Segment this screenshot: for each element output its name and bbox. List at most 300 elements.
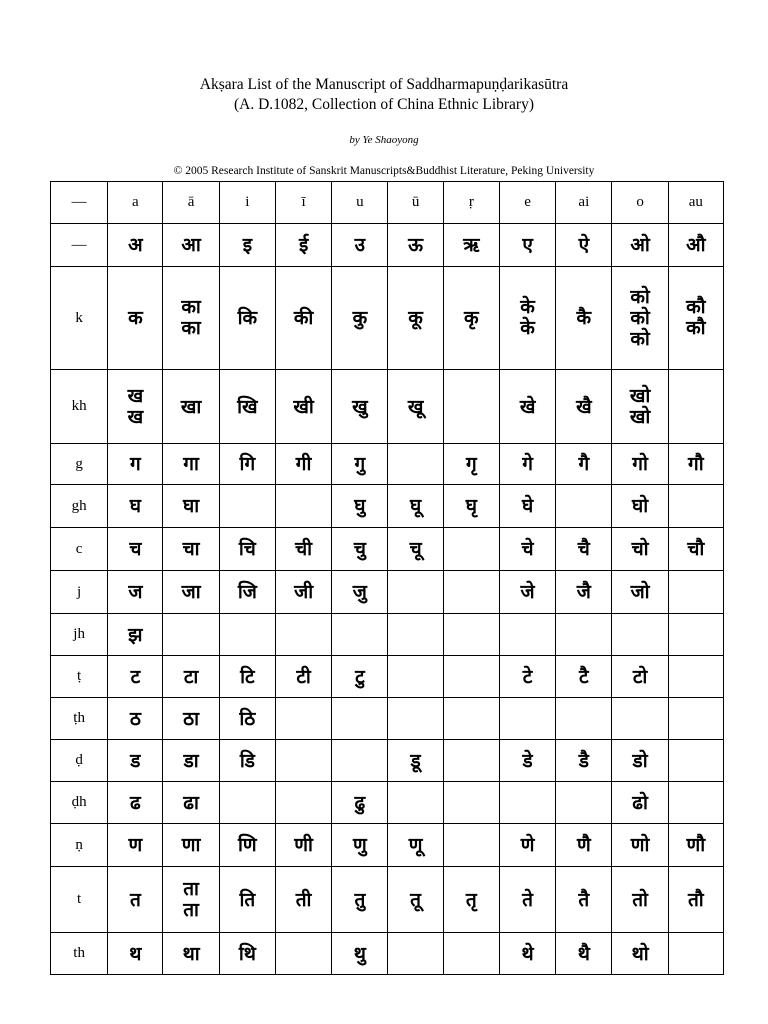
row-label: th xyxy=(51,933,108,975)
aksara-cell xyxy=(499,867,555,933)
aksara-cell xyxy=(332,267,388,370)
aksara-cell xyxy=(612,740,668,782)
aksara-table-body xyxy=(51,182,724,975)
table-row xyxy=(51,224,724,267)
aksara-cell xyxy=(499,933,555,975)
table-row xyxy=(51,698,724,740)
aksara-cell xyxy=(219,614,275,656)
aksara-cell xyxy=(275,698,331,740)
aksara-glyph: ढ xyxy=(130,791,141,814)
aksara-cell xyxy=(219,370,275,444)
aksara-cell xyxy=(556,824,612,867)
table-row xyxy=(51,782,724,824)
aksara-glyph: चि xyxy=(238,538,256,560)
table-row xyxy=(51,485,724,528)
aksara-glyph: णी xyxy=(294,834,313,856)
aksara-cell xyxy=(163,224,219,267)
row-label: — xyxy=(51,224,108,267)
aksara-cell xyxy=(275,224,331,267)
table-row xyxy=(51,867,724,933)
aksara-cell xyxy=(443,656,499,698)
aksara-cell xyxy=(163,740,219,782)
aksara-cell xyxy=(499,224,555,267)
aksara-cell xyxy=(108,267,163,370)
column-header: ī xyxy=(275,182,331,224)
aksara-glyph: तौ xyxy=(687,888,704,911)
aksara-glyph: घ xyxy=(129,495,141,517)
aksara-cell xyxy=(219,571,275,614)
aksara-cell xyxy=(388,698,443,740)
row-label: ṭ xyxy=(51,656,108,698)
aksara-cell xyxy=(612,824,668,867)
aksara-cell xyxy=(163,698,219,740)
aksara-cell xyxy=(275,528,331,571)
aksara-cell xyxy=(612,444,668,485)
aksara-cell xyxy=(275,867,331,933)
aksara-glyph: णा xyxy=(181,834,201,856)
aksara-glyph: गु xyxy=(354,453,366,475)
aksara-cell xyxy=(388,782,443,824)
aksara-glyph: जे xyxy=(520,581,535,603)
aksara-glyph: टो xyxy=(632,665,648,688)
aksara-cell xyxy=(275,571,331,614)
aksara-glyph: जि xyxy=(237,581,257,603)
aksara-glyph: खो xyxy=(629,384,651,407)
aksara-cell xyxy=(668,740,723,782)
aksara-cell xyxy=(443,444,499,485)
aksara-glyph: को xyxy=(630,306,650,329)
aksara-cell xyxy=(388,224,443,267)
aksara-glyph: गे xyxy=(522,453,533,475)
aksara-glyph: घो xyxy=(632,495,649,517)
aksara-glyph: णो xyxy=(630,834,650,856)
aksara-cell xyxy=(163,782,219,824)
aksara-glyph: ट xyxy=(130,665,141,688)
aksara-cell xyxy=(668,824,723,867)
aksara-cell xyxy=(388,740,443,782)
aksara-cell xyxy=(499,485,555,528)
aksara-glyph: थु xyxy=(353,942,366,965)
aksara-cell xyxy=(612,656,668,698)
aksara-glyph: ओ xyxy=(630,234,650,256)
aksara-cell xyxy=(668,933,723,975)
aksara-cell xyxy=(275,485,331,528)
aksara-cell xyxy=(668,485,723,528)
aksara-cell xyxy=(108,656,163,698)
aksara-cell xyxy=(219,485,275,528)
aksara-cell xyxy=(332,933,388,975)
table-row xyxy=(51,656,724,698)
aksara-glyph: कौ xyxy=(686,317,706,339)
aksara-cell xyxy=(443,614,499,656)
aksara-cell xyxy=(275,933,331,975)
aksara-glyph: खे xyxy=(519,395,536,418)
aksara-glyph: तू xyxy=(410,888,422,911)
row-label: c xyxy=(51,528,108,571)
column-header: o xyxy=(612,182,668,224)
aksara-cell xyxy=(219,740,275,782)
copyright-notice: © 2005 Research Institute of Sanskrit Manuscripts&Buddhist Literature, Peking University xyxy=(173,165,595,177)
aksara-cell xyxy=(612,485,668,528)
title-line-1: Akṣara List of the Manuscript of Saddharmapuṇḍarikasūtra xyxy=(199,76,569,93)
aksara-glyph: घा xyxy=(183,495,200,517)
aksara-glyph: चौ xyxy=(687,538,705,560)
column-header: ai xyxy=(556,182,612,224)
aksara-cell xyxy=(668,614,723,656)
aksara-cell xyxy=(668,370,723,444)
aksara-cell xyxy=(332,824,388,867)
aksara-glyph: जो xyxy=(630,581,650,603)
aksara-cell xyxy=(163,485,219,528)
aksara-glyph: क xyxy=(128,307,143,329)
aksara-cell xyxy=(443,485,499,528)
aksara-cell xyxy=(612,571,668,614)
aksara-cell xyxy=(499,824,555,867)
aksara-glyph: कि xyxy=(237,307,258,329)
aksara-cell xyxy=(275,656,331,698)
aksara-glyph: टी xyxy=(296,665,311,688)
aksara-cell xyxy=(556,528,612,571)
column-header: au xyxy=(668,182,723,224)
aksara-glyph: खि xyxy=(237,395,258,418)
aksara-cell xyxy=(332,867,388,933)
aksara-cell xyxy=(108,867,163,933)
aksara-cell xyxy=(108,571,163,614)
aksara-cell xyxy=(388,528,443,571)
column-header: u xyxy=(332,182,388,224)
aksara-cell xyxy=(332,444,388,485)
aksara-glyph: औ xyxy=(686,234,706,256)
aksara-cell xyxy=(612,224,668,267)
table-row xyxy=(51,444,724,485)
aksara-glyph: अ xyxy=(128,234,143,256)
aksara-cell xyxy=(388,933,443,975)
aksara-glyph: को xyxy=(630,285,650,308)
table-row xyxy=(51,528,724,571)
aksara-cell xyxy=(556,656,612,698)
aksara-glyph: ति xyxy=(239,888,256,911)
aksara-cell xyxy=(499,571,555,614)
aksara-cell xyxy=(388,824,443,867)
aksara-glyph: डे xyxy=(522,749,533,772)
aksara-glyph: थि xyxy=(238,942,256,965)
aksara-cell xyxy=(163,614,219,656)
aksara-cell xyxy=(668,571,723,614)
aksara-cell xyxy=(668,528,723,571)
aksara-cell xyxy=(612,698,668,740)
aksara-glyph: ग xyxy=(130,453,141,475)
aksara-cell xyxy=(556,933,612,975)
aksara-cell xyxy=(108,444,163,485)
aksara-glyph: को xyxy=(630,327,650,350)
aksara-cell xyxy=(499,267,555,370)
aksara-cell xyxy=(219,933,275,975)
aksara-glyph: ता xyxy=(183,898,199,921)
table-row xyxy=(51,267,724,370)
aksara-glyph: थो xyxy=(631,942,649,965)
aksara-glyph: ठ xyxy=(129,707,141,730)
aksara-glyph: थै xyxy=(577,942,590,965)
aksara-glyph: टे xyxy=(522,665,533,688)
aksara-glyph: चो xyxy=(631,538,649,560)
document-title xyxy=(0,75,768,115)
aksara-cell xyxy=(388,571,443,614)
aksara-cell xyxy=(499,782,555,824)
aksara-glyph: डै xyxy=(578,749,589,772)
aksara-glyph: चै xyxy=(577,538,590,560)
aksara-cell xyxy=(668,656,723,698)
title-line-2: (A. D.1082, Collection of China Ethnic Library) xyxy=(233,96,535,113)
aksara-cell xyxy=(163,267,219,370)
aksara-glyph: ऊ xyxy=(408,234,424,256)
aksara-cell xyxy=(275,824,331,867)
aksara-cell xyxy=(275,740,331,782)
aksara-glyph: की xyxy=(293,307,314,329)
aksara-cell xyxy=(332,614,388,656)
row-label: ṭh xyxy=(51,698,108,740)
aksara-cell xyxy=(219,824,275,867)
aksara-cell xyxy=(556,698,612,740)
aksara-cell xyxy=(388,370,443,444)
aksara-cell xyxy=(668,782,723,824)
column-header: a xyxy=(108,182,163,224)
aksara-glyph: ज xyxy=(128,581,143,603)
aksara-glyph: ढु xyxy=(354,791,366,814)
aksara-cell xyxy=(499,656,555,698)
row-label: ḍ xyxy=(51,740,108,782)
aksara-cell xyxy=(556,444,612,485)
aksara-glyph: कू xyxy=(408,307,423,329)
aksara-cell xyxy=(388,267,443,370)
aksara-glyph: णू xyxy=(408,834,423,856)
aksara-cell xyxy=(388,656,443,698)
aksara-cell xyxy=(499,444,555,485)
aksara-glyph: ऋ xyxy=(463,234,480,256)
aksara-cell xyxy=(556,740,612,782)
table-row xyxy=(51,824,724,867)
table-row xyxy=(51,740,724,782)
aksara-cell xyxy=(499,698,555,740)
table-row xyxy=(51,614,724,656)
row-label: ḍh xyxy=(51,782,108,824)
aksara-glyph: खू xyxy=(407,395,424,418)
aksara-cell xyxy=(443,528,499,571)
aksara-glyph: चु xyxy=(353,538,366,560)
aksara-cell xyxy=(219,782,275,824)
aksara-cell xyxy=(612,267,668,370)
aksara-table xyxy=(50,181,724,975)
aksara-glyph: कौ xyxy=(686,296,706,318)
aksara-cell xyxy=(443,933,499,975)
row-label: ṇ xyxy=(51,824,108,867)
aksara-glyph: ते xyxy=(522,888,534,911)
column-header: e xyxy=(499,182,555,224)
aksara-glyph: कु xyxy=(352,307,368,329)
aksara-glyph: ण xyxy=(128,834,143,856)
aksara-glyph: था xyxy=(182,942,200,965)
aksara-glyph: ढो xyxy=(632,791,648,814)
aksara-glyph: टु xyxy=(355,665,365,688)
aksara-glyph: ख xyxy=(127,405,144,428)
aksara-cell xyxy=(443,867,499,933)
aksara-cell xyxy=(443,267,499,370)
aksara-cell xyxy=(612,933,668,975)
aksara-cell xyxy=(556,867,612,933)
aksara-glyph: खै xyxy=(576,395,592,418)
aksara-cell xyxy=(443,740,499,782)
aksara-glyph: डो xyxy=(632,749,648,772)
aksara-cell xyxy=(612,614,668,656)
aksara-glyph: ड xyxy=(130,749,141,772)
aksara-cell xyxy=(163,933,219,975)
row-label: g xyxy=(51,444,108,485)
aksara-cell xyxy=(443,698,499,740)
aksara-cell xyxy=(668,224,723,267)
aksara-cell xyxy=(556,485,612,528)
aksara-cell xyxy=(443,824,499,867)
aksara-cell xyxy=(612,528,668,571)
aksara-glyph: ठि xyxy=(239,707,256,730)
aksara-cell xyxy=(275,267,331,370)
aksara-cell xyxy=(108,224,163,267)
aksara-glyph: का xyxy=(181,317,201,339)
aksara-glyph: डा xyxy=(183,749,199,772)
aksara-cell xyxy=(499,370,555,444)
aksara-cell xyxy=(612,782,668,824)
aksara-glyph: ई xyxy=(298,234,309,256)
aksara-cell xyxy=(443,370,499,444)
column-header: ā xyxy=(163,182,219,224)
aksara-cell xyxy=(556,224,612,267)
aksara-glyph: का xyxy=(181,296,201,318)
aksara-glyph: गी xyxy=(295,453,312,475)
aksara-glyph: ख xyxy=(127,384,144,407)
aksara-glyph: जु xyxy=(352,581,367,603)
aksara-cell xyxy=(163,656,219,698)
aksara-cell xyxy=(556,782,612,824)
aksara-glyph: घू xyxy=(409,495,422,517)
aksara-glyph: ए xyxy=(522,234,533,256)
aksara-cell xyxy=(108,614,163,656)
aksara-cell xyxy=(332,782,388,824)
aksara-glyph: थ xyxy=(129,942,142,965)
aksara-glyph: थे xyxy=(521,942,534,965)
column-header-row xyxy=(51,182,724,224)
aksara-glyph: ढा xyxy=(183,791,199,814)
aksara-cell xyxy=(443,571,499,614)
aksara-cell xyxy=(556,267,612,370)
row-label: jh xyxy=(51,614,108,656)
aksara-glyph: घे xyxy=(521,495,534,517)
aksara-glyph: ची xyxy=(295,538,313,560)
aksara-cell xyxy=(163,867,219,933)
aksara-cell xyxy=(108,824,163,867)
aksara-cell xyxy=(668,867,723,933)
aksara-cell xyxy=(108,485,163,528)
row-label: gh xyxy=(51,485,108,528)
aksara-cell xyxy=(499,528,555,571)
aksara-glyph: चे xyxy=(521,538,534,560)
aksara-glyph: खो xyxy=(629,405,651,428)
aksara-cell xyxy=(332,370,388,444)
aksara-glyph: ती xyxy=(295,888,312,911)
author-byline: by Ye Shaoyong xyxy=(349,134,419,146)
aksara-cell xyxy=(612,370,668,444)
aksara-cell xyxy=(556,370,612,444)
aksara-cell xyxy=(443,782,499,824)
row-label: j xyxy=(51,571,108,614)
aksara-cell xyxy=(556,571,612,614)
aksara-cell xyxy=(219,267,275,370)
aksara-cell xyxy=(219,528,275,571)
column-header: ṛ xyxy=(443,182,499,224)
column-header: — xyxy=(51,182,108,224)
aksara-glyph: ठा xyxy=(183,707,200,730)
aksara-cell xyxy=(612,867,668,933)
aksara-cell xyxy=(332,656,388,698)
aksara-cell xyxy=(388,444,443,485)
aksara-glyph: तो xyxy=(632,888,648,911)
aksara-cell xyxy=(108,782,163,824)
aksara-glyph: तु xyxy=(354,888,366,911)
aksara-glyph: खी xyxy=(293,395,314,418)
aksara-glyph: घु xyxy=(354,495,366,517)
aksara-cell xyxy=(108,933,163,975)
aksara-glyph: गि xyxy=(239,453,256,475)
aksara-cell xyxy=(388,485,443,528)
aksara-cell xyxy=(163,444,219,485)
aksara-cell xyxy=(219,698,275,740)
aksara-cell xyxy=(219,656,275,698)
aksara-glyph: णु xyxy=(352,834,367,856)
aksara-glyph: गा xyxy=(183,453,199,475)
aksara-glyph: गै xyxy=(578,453,590,475)
aksara-glyph: ता xyxy=(183,877,199,900)
aksara-glyph: चू xyxy=(409,538,422,560)
aksara-cell xyxy=(108,698,163,740)
aksara-glyph: च xyxy=(129,538,142,560)
aksara-glyph: उ xyxy=(354,234,366,256)
aksara-glyph: चा xyxy=(182,538,200,560)
aksara-cell xyxy=(332,528,388,571)
aksara-glyph: टै xyxy=(579,665,589,688)
aksara-cell xyxy=(275,370,331,444)
aksara-glyph: तै xyxy=(578,888,590,911)
aksara-glyph: टि xyxy=(240,665,255,688)
aksara-cell xyxy=(163,370,219,444)
aksara-glyph: के xyxy=(520,296,535,318)
aksara-cell xyxy=(388,867,443,933)
aksara-glyph: जी xyxy=(294,581,314,603)
aksara-cell xyxy=(332,224,388,267)
aksara-cell xyxy=(219,867,275,933)
row-label: k xyxy=(51,267,108,370)
aksara-glyph: णै xyxy=(576,834,591,856)
aksara-cell xyxy=(499,614,555,656)
aksara-glyph: घृ xyxy=(465,495,477,517)
table-row xyxy=(51,370,724,444)
aksara-glyph: डि xyxy=(239,749,255,772)
aksara-cell xyxy=(332,698,388,740)
aksara-cell xyxy=(275,782,331,824)
aksara-glyph: गो xyxy=(632,453,648,475)
column-header: ū xyxy=(388,182,443,224)
aksara-cell xyxy=(108,370,163,444)
aksara-cell xyxy=(163,571,219,614)
aksara-cell xyxy=(332,485,388,528)
aksara-cell xyxy=(219,224,275,267)
aksara-cell xyxy=(332,740,388,782)
